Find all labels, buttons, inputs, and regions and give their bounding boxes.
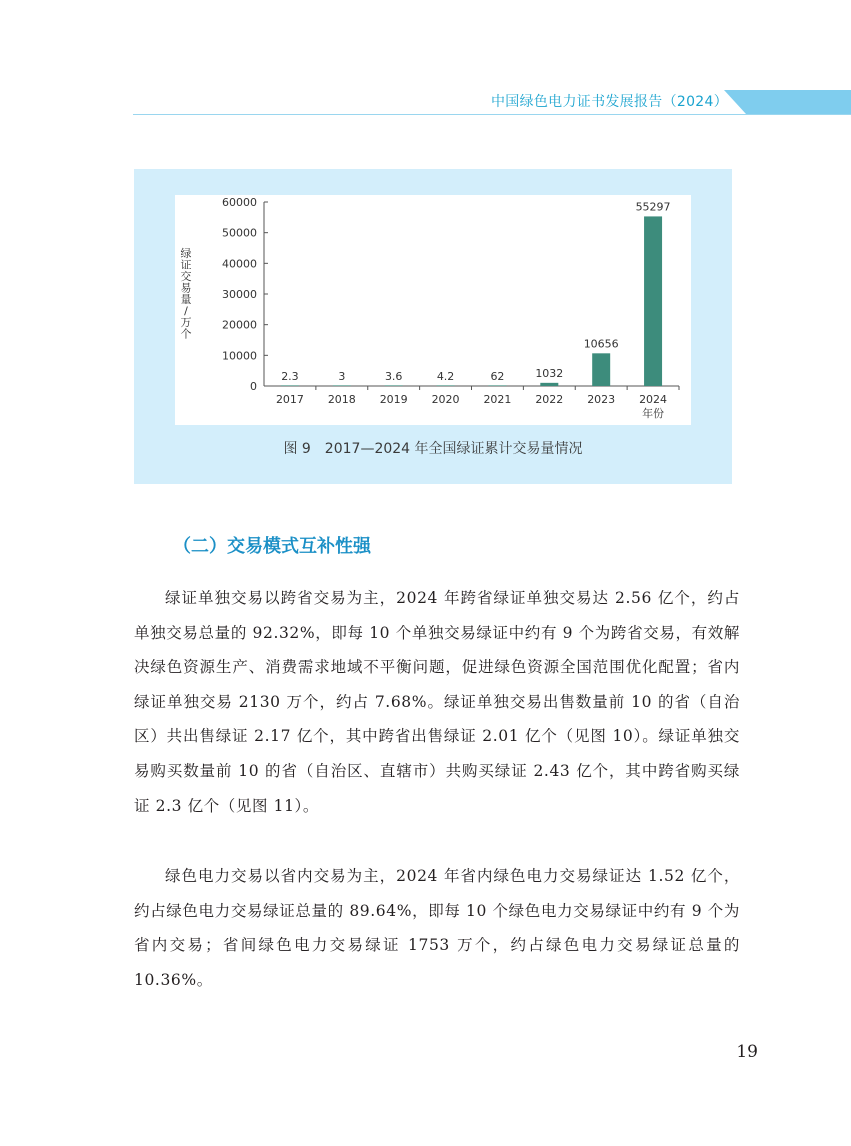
bar-2024 xyxy=(644,216,662,386)
section-heading: （二）交易模式互补性强 xyxy=(173,536,371,557)
chart-area xyxy=(175,195,691,425)
bar-2023 xyxy=(592,353,610,386)
data-label: 55297 xyxy=(635,200,671,214)
y-tick-label: 50000 xyxy=(222,226,257,240)
x-tick-label: 2023 xyxy=(587,393,616,406)
x-tick-label: 2022 xyxy=(535,393,564,406)
header-divider xyxy=(133,114,851,115)
x-axis-label: 年份 xyxy=(642,407,665,420)
x-tick-label: 2019 xyxy=(379,393,408,406)
data-label: 3.6 xyxy=(384,369,403,383)
data-label: 2.3 xyxy=(281,369,299,383)
y-tick-label: 10000 xyxy=(222,349,257,363)
y-tick-label: 20000 xyxy=(222,318,257,332)
running-header-title: 中国绿色电力证书发展报告（2024） xyxy=(490,94,728,110)
data-label: 62 xyxy=(490,369,505,383)
x-tick-label: 2021 xyxy=(483,393,512,406)
y-tick-label: 60000 xyxy=(222,196,257,209)
data-label: 10656 xyxy=(583,337,619,351)
figure-caption: 图 9 2017—2024 年全国绿证累计交易量情况 xyxy=(283,441,583,457)
x-tick-label: 2024 xyxy=(639,393,668,406)
y-tick-label: 40000 xyxy=(222,257,257,271)
body-paragraph-1: 绿证单独交易以跨省交易为主，2024 年跨省绿证单独交易达 2.56 亿个，约占单独交易总量的 92.32%，即每 10 个单独交易绿证中约有 9 个为跨省交易，有效解决绿色资源生产、消费需求地域不平衡问题，促进绿色资源全国范围优化配置；省内绿证单独交易 2130 万个，约占 7.68%。绿证单独交易出售数量前 10 的省（自治区）共出售绿证 2.17 亿个，其中跨省出售绿证 2.01 亿个（见图 10）。绿证单独交易购买数量前 10 的省（自治区、直辖市）共购买绿证 2.43 亿个，其中跨省购买绿证 2.3 亿个（见图 11）。 xyxy=(134,589,740,815)
x-tick-label: 2017 xyxy=(275,393,304,406)
bar-2017 xyxy=(281,385,299,386)
data-label: 3 xyxy=(338,369,346,383)
bar-2022 xyxy=(540,383,558,386)
bar-chart xyxy=(175,195,691,425)
data-label: 1032 xyxy=(535,366,564,380)
bar-2018 xyxy=(333,385,351,386)
page-number: 19 xyxy=(736,1042,758,1062)
body-paragraph-2: 绿色电力交易以省内交易为主，2024 年省内绿色电力交易绿证达 1.52 亿个，约占绿色电力交易绿证总量的 89.64%，即每 10 个绿色电力交易绿证中约有 9 个为省内交易；省间绿色电力交易绿证 1753 万个，约占绿色电力交易绿证总量的 10.36%。 xyxy=(134,867,740,989)
x-tick-label: 2018 xyxy=(327,393,356,406)
y-tick-label: 0 xyxy=(250,380,257,393)
x-tick-label: 2020 xyxy=(431,393,460,406)
data-label: 4.2 xyxy=(436,369,455,383)
bar-2020 xyxy=(437,385,455,386)
header-tab-decoration xyxy=(724,90,851,114)
y-tick-label: 30000 xyxy=(222,288,257,301)
bar-2021 xyxy=(488,385,506,386)
bar-2019 xyxy=(385,385,403,386)
y-axis-label: 绿证交易量/万个 xyxy=(180,247,192,341)
